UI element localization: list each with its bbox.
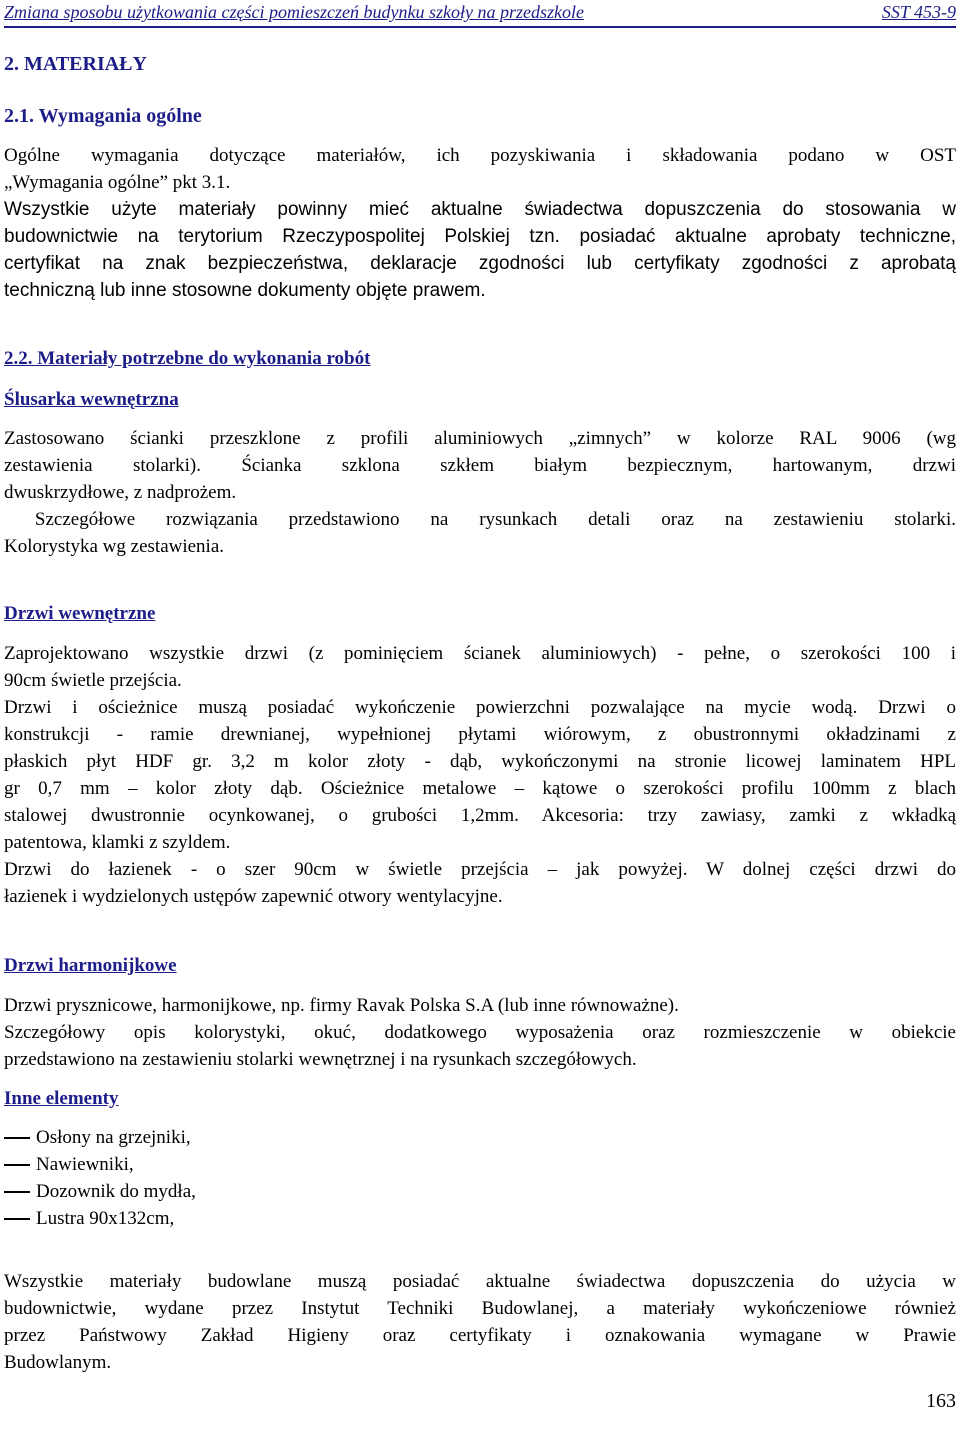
- paragraph-line: konstrukcji - ramie drewnianej, wypełnionej płytami wiórowym, z obustronnymi okładzinami z: [4, 724, 956, 745]
- list-item: [4, 1151, 604, 1178]
- header-code: SST 453-9: [881, 2, 956, 22]
- header-title: Zmiana sposobu użytkowania części pomieszczeń budynku szkoły na przedszkole: [4, 2, 584, 22]
- paragraph-line: stalowej dwustronnie ocynkowanej, o grubości 1,2mm. Akcesoria: trzy zawiasy, zamki z wkładką: [4, 805, 956, 826]
- paragraph-line: Zastosowano ścianki przeszklone z profili aluminiowych „zimnych” w kolorze RAL 9006 (wg: [4, 428, 956, 449]
- list-item: [4, 1124, 604, 1151]
- paragraph-line: Drzwi do łazienek - o szer 90cm w świetle przejścia – jak powyżej. W dolnej części drzwi do: [4, 859, 956, 880]
- general-requirements-paragraph: [4, 142, 956, 304]
- drzwi-paragraph: [4, 640, 956, 910]
- paragraph-line: przez Państwowy Zakład Higieny oraz certyfikaty i oznakowania wymagane w Prawie: [4, 1325, 956, 1346]
- paragraph-line: Wszystkie materiały budowlane muszą posiadać aktualne świadectwa dopuszczenia do użycia w: [4, 1271, 956, 1292]
- paragraph-line: Szczegółowy opis kolorystyki, okuć, dodatkowego wyposażenia oraz rozmieszczenie w obiekcie: [4, 1022, 956, 1043]
- paragraph-line: Ogólne wymagania dotyczące materiałów, ich pozyskiwania i składowania podano w OST: [4, 145, 956, 166]
- paragraph-line: 90cm świetle przejścia.: [4, 670, 182, 691]
- paragraph-line: certyfikat na znak bezpieczeństwa, deklaracje zgodności lub certyfikaty zgodności z aprobatą: [4, 253, 956, 274]
- inne-list: [4, 1124, 604, 1232]
- list-item: [4, 1178, 604, 1205]
- list-item-text: Lustra 90x132cm,: [36, 1208, 175, 1229]
- harmonijkowe-paragraph: [4, 992, 956, 1073]
- section-heading: 2. MATERIAŁY: [4, 53, 147, 75]
- drzwi-heading: Drzwi wewnętrzne: [4, 603, 156, 624]
- paragraph-line: patentowa, klamki z szyldem.: [4, 832, 231, 853]
- subsection-2-heading: 2.2. Materiały potrzebne do wykonania robót: [4, 348, 371, 369]
- subsection-1-heading: 2.1. Wymagania ogólne: [4, 105, 202, 127]
- list-item: [4, 1205, 604, 1232]
- page-number: 163: [926, 1390, 956, 1412]
- list-item-text: Dozownik do mydła,: [36, 1181, 196, 1202]
- final-paragraph: [4, 1268, 956, 1376]
- list-item-text: Nawiewniki,: [36, 1154, 134, 1175]
- harmonijkowe-heading: Drzwi harmonijkowe: [4, 955, 177, 976]
- paragraph-line: budownictwie na terytorium Rzeczypospolitej Polskiej tzn. posiadać aktualne aprobaty techniczne,: [4, 226, 956, 247]
- paragraph-line: zestawienia stolarki). Ścianka szklona szkłem białym bezpiecznym, hartowanym, drzwi: [4, 455, 956, 476]
- paragraph-line: Drzwi i ościeżnice muszą posiadać wykończenie powierzchni pozwalające na mycie wodą. Drzwi o: [4, 697, 956, 718]
- paragraph-line: przedstawiono na zestawieniu stolarki wewnętrznej i na rysunkach szczegółowych.: [4, 1049, 637, 1070]
- dash-bullet-icon: [4, 1164, 30, 1166]
- dash-bullet-icon: [4, 1218, 30, 1220]
- paragraph-line: płaskich płyt HDF gr. 3,2 m kolor złoty - dąb, wykończonymi na stronie licowej laminatem HPL: [4, 751, 956, 772]
- paragraph-line: gr 0,7 mm – kolor złoty dąb. Ościeżnice metalowe – kątowe o szerokości profilu 100mm z blach: [4, 778, 956, 799]
- paragraph-line: Budowlanym.: [4, 1352, 112, 1373]
- inne-heading: Inne elementy: [4, 1088, 119, 1109]
- paragraph-line: Drzwi prysznicowe, harmonijkowe, np. firmy Ravak Polska S.A (lub inne równoważne).: [4, 995, 679, 1016]
- page-header: [4, 2, 956, 28]
- list-item-text: Osłony na grzejniki,: [36, 1127, 191, 1148]
- paragraph-line: Wszystkie użyte materiały powinny mieć aktualne świadectwa dopuszczenia do stosowania w: [4, 199, 956, 220]
- slusarka-heading: Ślusarka wewnętrzna: [4, 389, 179, 410]
- paragraph-line: Szczegółowe rozwiązania przedstawiono na rysunkach detali oraz na zestawieniu stolarki.: [4, 509, 956, 530]
- slusarka-paragraph: [4, 425, 956, 560]
- paragraph-line: techniczną lub inne stosowne dokumenty objęte prawem.: [4, 280, 486, 301]
- dash-bullet-icon: [4, 1137, 30, 1139]
- dash-bullet-icon: [4, 1191, 30, 1193]
- paragraph-line: dwuskrzydłowe, z nadprożem.: [4, 482, 237, 503]
- paragraph-line: Zaprojektowano wszystkie drzwi (z pominięciem ścianek aluminiowych) - pełne, o szerokości 100 i: [4, 643, 956, 664]
- paragraph-line: łazienek i wydzielonych ustępów zapewnić otwory wentylacyjne.: [4, 886, 503, 907]
- paragraph-line: Kolorystyka wg zestawienia.: [4, 536, 225, 557]
- paragraph-line: „Wymagania ogólne” pkt 3.1.: [4, 172, 231, 193]
- paragraph-line: budownictwie, wydane przez Instytut Techniki Budowlanej, a materiały wykończeniowe również: [4, 1298, 956, 1319]
